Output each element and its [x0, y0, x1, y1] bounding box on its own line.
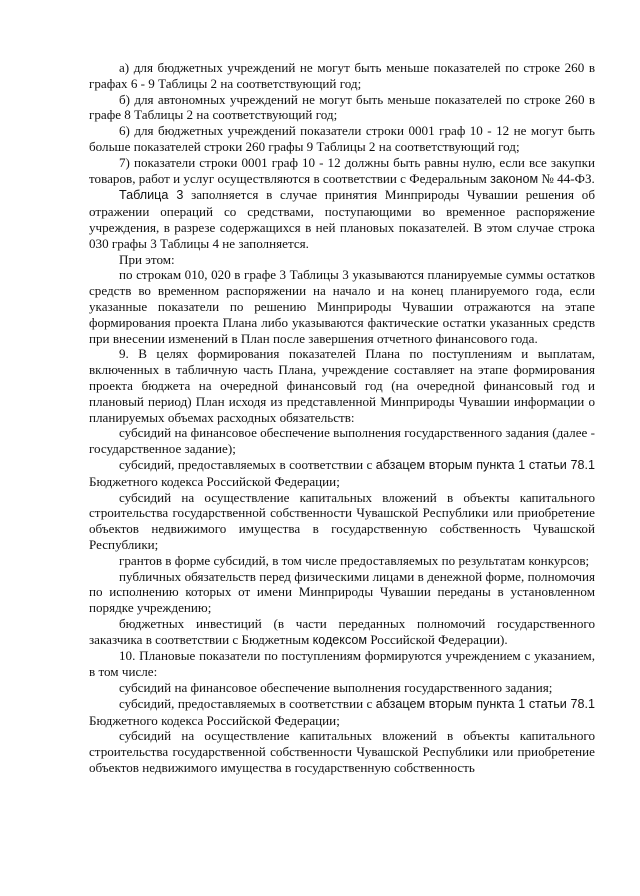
text-run: бюджетных инвестиций (в части переданных полномочий государственного заказчика в соответствии с Бюджетным [89, 615, 595, 647]
text-run: № 44-ФЗ. [538, 170, 595, 186]
text-run: субсидий на финансовое обеспечение выполнения государственного задания (далее - государственное задание); [89, 425, 595, 457]
text-run: субсидий, предоставляемых в соответствии с [119, 695, 376, 711]
paragraph [89, 187, 595, 251]
article-78-1-link[interactable]: абзацем вторым пункта 1 статьи 78.1 [375, 457, 595, 472]
paragraph [89, 425, 595, 457]
text-run: субсидий на финансовое обеспечение выполнения государственного задания; [119, 680, 553, 696]
paragraph [89, 616, 595, 649]
law-44-fz-link[interactable]: законом [490, 171, 539, 186]
text-run: Бюджетного кодекса Российской Федерации; [89, 712, 340, 728]
text-run: грантов в форме субсидий, в том числе предоставляемых по результатам конкурсов; [119, 552, 590, 568]
text-run: 6) для бюджетных учреждений показатели строки 0001 граф 10 - 12 не могут быть больше показателей строки 260 графы 9 Таблицы 2 на соответствующий год; [89, 123, 595, 154]
text-run: Российской Федерации). [367, 631, 508, 647]
text-run: публичных обязательств перед физическими лицами в денежной форме, полномочия по исполнению которых от имени Минприроды Чувашии переданы в установленном порядке учреждению; [89, 568, 595, 616]
paragraph [89, 490, 595, 553]
paragraph [89, 680, 595, 696]
paragraph [89, 155, 595, 188]
paragraph [89, 553, 595, 569]
text-run: а) для бюджетных учреждений не могут быть меньше показателей по строке 260 в графах 6 - 9 Таблицы 2 на соответствующий год; [89, 60, 595, 91]
text-run: заполняется в случае принятия Минприроды Чувашии решения об отражении операций со средствами, поступающими во временное распоряжение учреждения, в разрезе содержащихся в ней плановых показателей. В этом случае строка 030 графы 3 Таблицы 4 не заполняется. [89, 187, 595, 251]
text-run: 10. Плановые показатели по поступлениям формируются учреждением с указанием, в том числе: [89, 648, 595, 680]
paragraph [89, 457, 595, 490]
table-3-link[interactable]: Таблица 3 [119, 188, 184, 203]
text-run: субсидий, предоставляемых в соответствии с [119, 456, 376, 472]
text-run: При этом: [119, 251, 175, 267]
article-78-1-link[interactable]: абзацем вторым пункта 1 статьи 78.1 [375, 696, 595, 711]
paragraph [89, 123, 595, 155]
paragraph [89, 346, 595, 425]
paragraph [89, 92, 595, 124]
paragraph [89, 728, 595, 775]
budget-code-link[interactable]: кодексом [312, 632, 368, 647]
text-run: субсидий на осуществление капитальных вложений в объекты капитального строительства государственной собственности Чувашской Республики или приобретение объектов недвижимого имущества в государственную собственность [89, 728, 595, 776]
paragraph [89, 252, 595, 268]
paragraph [89, 60, 595, 92]
text-run: 9. В целях формирования показателей Плана по поступлениям и выплатам, включенных в табличную часть Плана, учреждение составляет на этапе формирования проекта бюджета на очередной финансовый год (на очередной финансовый год и плановый период) План исходя из представленной Минприроды Чувашии информации о планируемых объемах расходных обязательств: [89, 346, 595, 425]
paragraph [89, 648, 595, 680]
text-run: 7) показатели строки 0001 граф 10 - 12 должны быть равны нулю, если все закупки товаров, работ и услуг осуществляются в соответствии с Федеральным [89, 154, 595, 186]
document-page [89, 60, 595, 776]
text-run: по строкам 010, 020 в графе 3 Таблицы 3 указываются планируемые суммы остатков средств во временном распоряжении на начало и на конец планируемого года, если указанные показатели по решению Минприроды Чувашии отражаются на этапе формирования проекта Плана либо указываются фактические остатки указанных средств при внесении изменений в План после завершения отчетного финансового года. [89, 267, 595, 346]
text-run: Бюджетного кодекса Российской Федерации; [89, 473, 340, 489]
text-run: субсидий на осуществление капитальных вложений в объекты капитального строительства государственной собственности Чувашской Республики или приобретение объектов недвижимого имущества в государственную собственность Чувашской Республики; [89, 489, 595, 552]
paragraph [89, 696, 595, 729]
paragraph [89, 267, 595, 346]
paragraph [89, 569, 595, 616]
text-run: б) для автономных учреждений не могут быть меньше показателей по строке 260 в графе 8 Таблицы 2 на соответствующий год; [89, 91, 595, 123]
